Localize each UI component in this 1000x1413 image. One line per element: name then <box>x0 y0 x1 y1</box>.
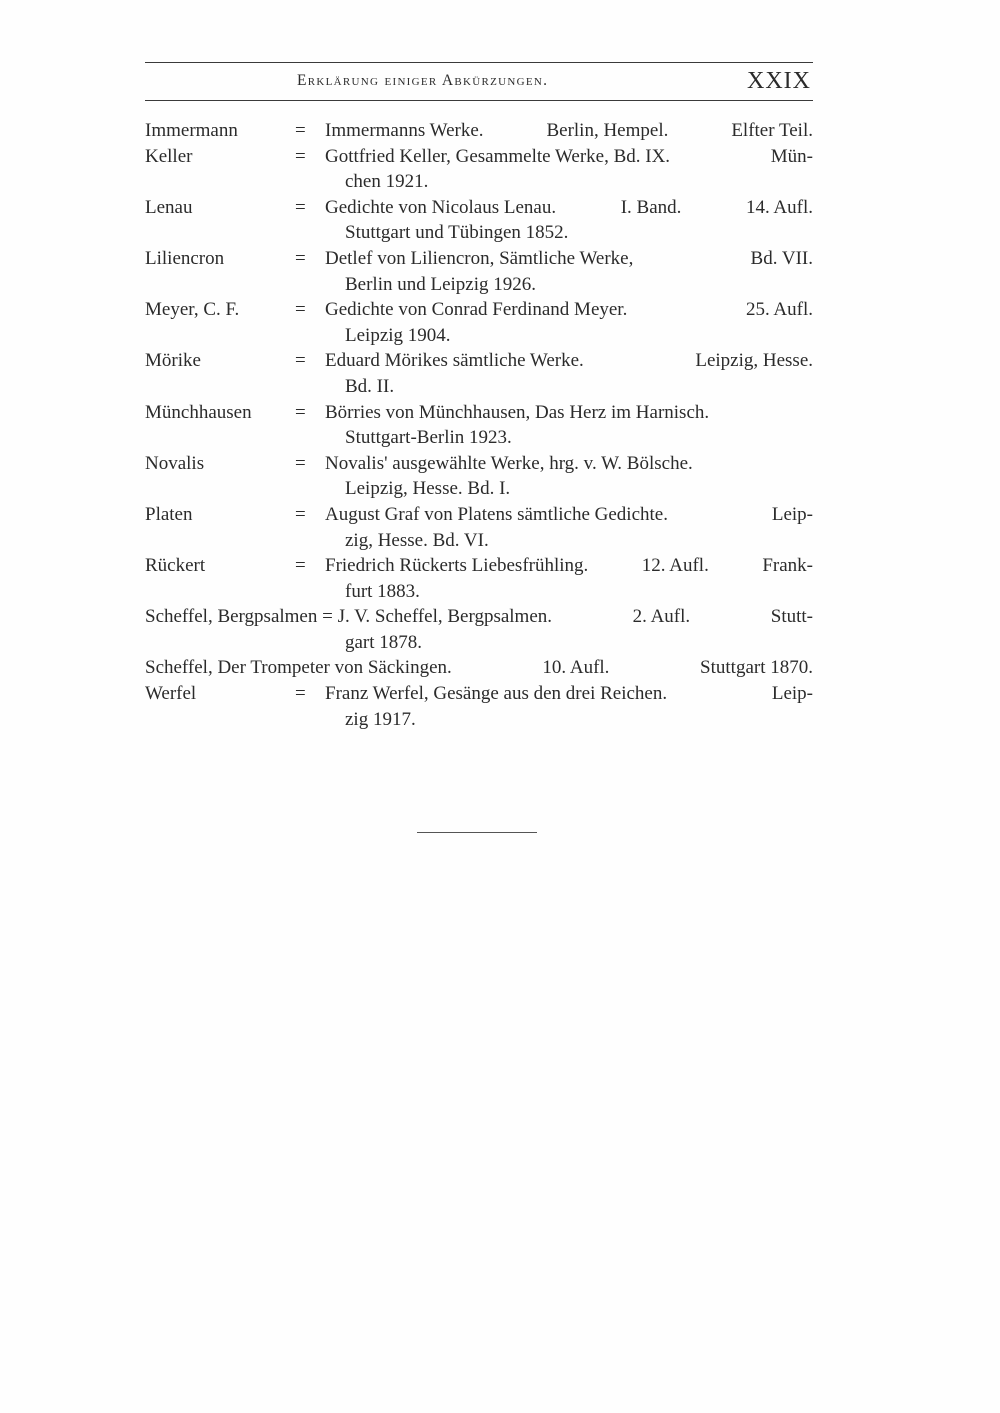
entry-abbreviation: Mörike <box>145 350 201 372</box>
equals-sign: = <box>295 683 306 705</box>
entry-text-part: Leip- <box>771 683 813 705</box>
entry-abbreviation: Rückert <box>145 555 206 577</box>
entry-text-part: Stutt- <box>770 606 813 628</box>
entry-continuation: Bd. II. <box>345 375 395 397</box>
entry-text-part: Scheffel, Der Trompeter von Säckingen. <box>145 657 452 679</box>
list-item <box>145 297 813 348</box>
running-head <box>145 66 813 98</box>
equals-sign: = <box>295 247 306 269</box>
entry-abbreviation: Keller <box>145 145 193 167</box>
entry-text-part: 25. Aufl. <box>745 299 813 321</box>
entry-text <box>325 118 813 144</box>
entry-continuation: zig, Hesse. Bd. VI. <box>345 529 489 551</box>
list-item <box>145 144 813 195</box>
entry-text-part: Elfter Teil. <box>731 120 813 141</box>
entry-text <box>325 144 813 170</box>
entry-text-part: Scheffel, Bergpsalmen = J. V. Scheffel, Bergpsalmen. <box>145 606 553 628</box>
entry-abbreviation: Immermann <box>145 120 238 141</box>
equals-sign: = <box>295 299 306 321</box>
list-item <box>145 348 813 399</box>
header-bottom-rule <box>145 100 813 101</box>
entry-continuation: Stuttgart-Berlin 1923. <box>345 427 512 449</box>
entry-continuation: furt 1883. <box>345 580 420 602</box>
list-item <box>145 604 813 655</box>
entry-abbreviation: Liliencron <box>145 247 225 269</box>
list-item <box>145 655 813 681</box>
list-item <box>145 195 813 246</box>
entry-text-part: Franz Werfel, Gesänge aus den drei Reichen. <box>325 683 668 705</box>
entry-text-part: Gottfried Keller, Gesammelte Werke, Bd. IX. <box>325 145 671 167</box>
entry-text-part: August Graf von Platens sämtliche Gedichte. <box>325 503 668 525</box>
equals-sign: = <box>295 120 306 141</box>
equals-sign: = <box>295 196 306 218</box>
header-top-rule <box>145 62 813 63</box>
entry-text-part: Gedichte von Conrad Ferdinand Meyer. <box>325 299 628 321</box>
entry-text-part: Leip- <box>771 503 813 525</box>
entry-continuation: Leipzig 1904. <box>345 324 451 346</box>
entry-continuation: Leipzig, Hesse. Bd. I. <box>345 478 511 500</box>
entry-text-part: Immermanns Werke. <box>325 120 484 141</box>
entry-text <box>325 348 813 374</box>
entry-text-part: Bd. VII. <box>750 247 813 269</box>
entry-abbreviation: Platen <box>145 503 193 525</box>
entry-continuation: gart 1878. <box>345 631 423 653</box>
entry-text-part: Stuttgart 1870. <box>700 657 813 679</box>
list-item <box>145 502 813 553</box>
entry-text <box>325 681 813 707</box>
list-item <box>145 400 813 451</box>
entry-text-part: Eduard Mörikes sämtliche Werke. <box>325 350 584 372</box>
entry-text <box>325 195 813 221</box>
closing-rule <box>417 832 537 833</box>
entry-text <box>325 400 813 426</box>
entry-text <box>325 502 813 528</box>
list-item <box>145 118 813 144</box>
entry-text <box>325 451 813 477</box>
entry-text-part: Mün- <box>770 145 813 167</box>
entry-text <box>325 297 813 323</box>
equals-sign: = <box>295 401 306 423</box>
entry-text-part: 2. Aufl. <box>632 606 691 628</box>
entry-continuation: chen 1921. <box>345 171 429 193</box>
equals-sign: = <box>295 503 306 525</box>
equals-sign: = <box>295 452 306 474</box>
equals-sign: = <box>295 555 306 577</box>
entry-abbreviation: Werfel <box>145 683 197 705</box>
entry-abbreviation: Meyer, C. F. <box>145 299 240 321</box>
entry-text <box>325 553 813 579</box>
entry-text-part: Berlin, Hempel. <box>546 120 669 141</box>
entry-text <box>145 655 813 681</box>
entry-text-part: Friedrich Rückerts Liebesfrühling. <box>325 555 589 577</box>
entry-text-part: Frank- <box>762 555 813 577</box>
entry-text-part: I. Band. <box>620 196 682 218</box>
entry-continuation: Berlin und Leipzig 1926. <box>345 273 537 295</box>
entry-text <box>145 604 813 630</box>
entry-text-part: 14. Aufl. <box>745 196 813 218</box>
equals-sign: = <box>295 145 306 167</box>
equals-sign: = <box>295 350 306 372</box>
entry-text-part: 10. Aufl. <box>542 657 610 679</box>
running-title: Erklärung einiger Abkürzungen. <box>297 72 549 89</box>
entry-text-part: 12. Aufl. <box>641 555 709 577</box>
list-item <box>145 553 813 604</box>
abbreviation-list <box>145 118 813 732</box>
entry-text-part: Detlef von Liliencron, Sämtliche Werke, <box>325 247 634 269</box>
page-number: XXIX <box>747 68 811 94</box>
entry-text-part: Börries von Münchhausen, Das Herz im Harnisch. <box>325 401 710 423</box>
entry-text-part: Leipzig, Hesse. <box>695 350 813 372</box>
list-item <box>145 681 813 732</box>
entry-text-part: Gedichte von Nicolaus Lenau. <box>325 196 557 218</box>
entry-abbreviation: Novalis <box>145 452 205 474</box>
entry-text <box>325 246 813 272</box>
list-item <box>145 451 813 502</box>
entry-abbreviation: Münchhausen <box>145 401 252 423</box>
entry-text-part: Novalis' ausgewählte Werke, hrg. v. W. Bölsche. <box>325 452 693 474</box>
list-item <box>145 246 813 297</box>
entry-continuation: Stuttgart und Tübingen 1852. <box>345 222 569 244</box>
entry-continuation: zig 1917. <box>345 708 416 730</box>
entry-abbreviation: Lenau <box>145 196 193 218</box>
